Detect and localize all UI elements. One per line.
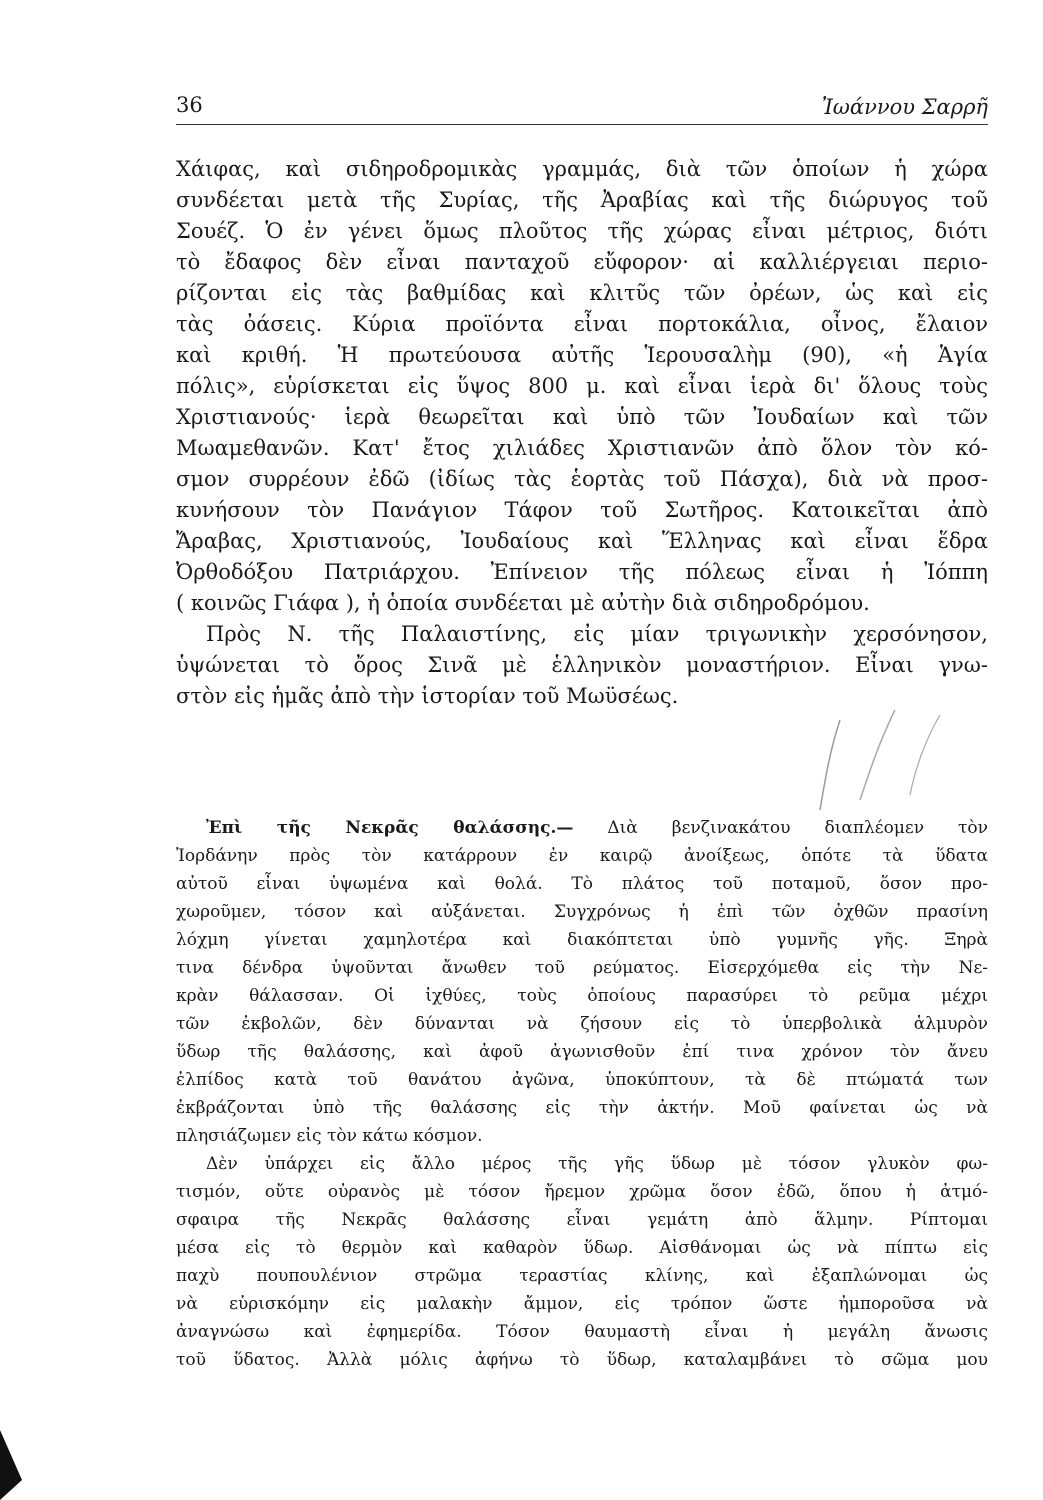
header-rule [176, 124, 988, 125]
text-line: καὶ κριθή. Ἡ πρωτεύουσα αὐτῆς Ἱερουσαλὴμ (90), «ἡ Ἁγία [176, 343, 988, 367]
text-line: τὸ ἔδαφος δὲν εἶναι πανταχοῦ εὔφορον· αἱ καλλιέργειαι περιο- [176, 250, 988, 274]
text-line: ἐκβράζονται ὑπὸ τῆς θαλάσσης εἰς τὴν ἀκτήν. Μοῦ φαίνεται ὡς νὰ [176, 1098, 988, 1118]
section-first-line-text: Διὰ βενζινακάτου διαπλέομεν τὸν [607, 818, 988, 838]
text-line: Ἰορδάνην πρὸς τὸν κατάρρουν ἐν καιρῷ ἀνοίξεως, ὁπότε τὰ ὕδατα [176, 846, 988, 866]
text-line: ἐλπίδος κατὰ τοῦ θανάτου ἀγῶνα, ὑποκύπτουν, τὰ δὲ πτώματά των [176, 1070, 988, 1090]
page-header [176, 93, 988, 123]
text-line: ὕδωρ τῆς θαλάσσης, καὶ ἀφοῦ ἀγωνισθοῦν ἐπί τινα χρόνον τὸν ἄνευ [176, 1042, 988, 1062]
section-dead-sea [176, 814, 988, 1374]
text-line: σμον συρρέουν ἐδῶ (ἰδίως τὰς ἑορτὰς τοῦ Πάσχα), διὰ νὰ προσ- [176, 467, 988, 491]
text-line: σφαιρα τῆς Νεκρᾶς θαλάσσης εἶναι γεμάτη ἀπὸ ἅλμην. Ρίπτομαι [176, 1210, 988, 1230]
text-line: πόλις», εὑρίσκεται εἰς ὕψος 800 μ. καὶ εἶναι ἱερὰ δι' ὅλους τοὺς [176, 374, 988, 398]
text-line: κρὰν θάλασσαν. Οἱ ἰχθύες, τοὺς ὁποίους παρασύρει τὸ ρεῦμα μέχρι [176, 986, 988, 1006]
text-line: Ἄραβας, Χριστιανούς, Ἰουδαίους καὶ Ἕλληνας καὶ εἶναι ἕδρα [176, 529, 988, 553]
text-line: Χριστιανούς· ἱερὰ θεωρεῖται καὶ ὑπὸ τῶν Ἰουδαίων καὶ τῶν [176, 405, 988, 429]
running-head: Ἰωάννου Σαρρῆ [821, 95, 988, 119]
text-line: τὰς ὀάσεις. Κύρια προϊόντα εἶναι πορτοκάλια, οἶνος, ἔλαιον [176, 312, 988, 336]
text-line: Δὲν ὑπάρχει εἰς ἄλλο μέρος τῆς γῆς ὕδωρ μὲ τόσον γλυκὸν φω- [206, 1154, 988, 1174]
text-line: ( κοινῶς Γιάφα ), ἡ ὁποία συνδέεται μὲ αὐτὴν διὰ σιδηροδρόμου. [176, 591, 870, 615]
text-line: μέσα εἰς τὸ θερμὸν καὶ καθαρὸν ὕδωρ. Αἰσθάνομαι ὡς νὰ πίπτω εἰς [176, 1238, 988, 1258]
section-heading: Ἐπὶ τῆς Νεκρᾶς θαλάσσης.— [206, 818, 574, 838]
text-line: νὰ εὑρισκόμην εἰς μαλακὴν ἄμμον, εἰς τρόπον ὥστε ἠμποροῦσα νὰ [176, 1294, 988, 1314]
text-line: αὐτοῦ εἶναι ὑψωμένα καὶ θολά. Τὸ πλάτος τοῦ ποταμοῦ, ὅσον προ- [176, 874, 988, 894]
scan-corner-shadow [0, 1430, 30, 1500]
text-line: στὸν εἰς ἡμᾶς ἀπὸ τὴν ἱστορίαν τοῦ Μωϋσέως. [176, 684, 679, 708]
text-line: παχὺ πουπουλένιον στρῶμα τεραστίας κλίνης, καὶ ἐξαπλώνομαι ὡς [176, 1266, 988, 1286]
text-line: τινα δένδρα ὑψοῦνται ἄνωθεν τοῦ ρεύματος. Εἰσερχόμεθα εἰς τὴν Νε- [176, 958, 988, 978]
text-line: κυνήσουν τὸν Πανάγιον Τάφον τοῦ Σωτῆρος. Κατοικεῖται ἀπὸ [176, 498, 988, 522]
text-line: ὑψώνεται τὸ ὄρος Σινᾶ μὲ ἑλληνικὸν μοναστήριον. Εἶναι γνω- [176, 653, 988, 677]
page-number: 36 [176, 93, 203, 117]
text-line: τισμόν, οὔτε οὐρανὸς μὲ τόσον ἤρεμον χρῶμα ὅσον ἐδῶ, ὅπου ἡ ἀτμό- [176, 1182, 988, 1202]
text-line: τοῦ ὕδατος. Ἀλλὰ μόλις ἀφήνω τὸ ὕδωρ, καταλαμβάνει τὸ σῶμα μου [176, 1350, 988, 1370]
text-line: πλησιάζωμεν εἰς τὸν κάτω κόσμον. [176, 1126, 483, 1146]
text-line: Ὀρθοδόξου Πατριάρχου. Ἐπίνειον τῆς πόλεως εἶναι ἡ Ἰόππη [176, 560, 988, 584]
text-line: ρίζονται εἰς τὰς βαθμίδας καὶ κλιτῦς τῶν ὀρέων, ὡς καὶ εἰς [176, 281, 988, 305]
text-line: τῶν ἐκβολῶν, δὲν δύνανται νὰ ζήσουν εἰς τὸ ὑπερβολικὰ ἁλμυρὸν [176, 1014, 988, 1034]
text-line: Πρὸς Ν. τῆς Παλαιστίνης, εἰς μίαν τριγωνικὴν χερσόνησον, [206, 622, 988, 646]
section-first-line [176, 814, 988, 842]
text-line: συνδέεται μετὰ τῆς Συρίας, τῆς Ἀραβίας καὶ τῆς διώρυγος τοῦ [176, 188, 988, 212]
text-line: ἀναγνώσω καὶ ἐφημερίδα. Τόσον θαυμαστὴ εἶναι ἡ μεγάλη ἄνωσις [176, 1322, 988, 1342]
text-line: Μωαμεθανῶν. Κατ' ἔτος χιλιάδες Χριστιανῶν ἀπὸ ὅλον τὸν κό- [176, 436, 988, 460]
text-line: Χάιφας, καὶ σιδηροδρομικὰς γραμμάς, διὰ τῶν ὁποίων ἡ χώρα [176, 157, 988, 181]
pencil-annotation [800, 700, 980, 820]
text-line: λόχμη γίνεται χαμηλοτέρα καὶ διακόπτεται ὑπὸ γυμνῆς γῆς. Ξηρὰ [176, 930, 988, 950]
text-line: Σουέζ. Ὁ ἐν γένει ὅμως πλοῦτος τῆς χώρας εἶναι μέτριος, διότι [176, 219, 988, 243]
main-text-block [176, 154, 988, 712]
text-line: χωροῦμεν, τόσον καὶ αὐξάνεται. Συγχρόνως ἡ ἐπὶ τῶν ὀχθῶν πρασίνη [176, 902, 988, 922]
